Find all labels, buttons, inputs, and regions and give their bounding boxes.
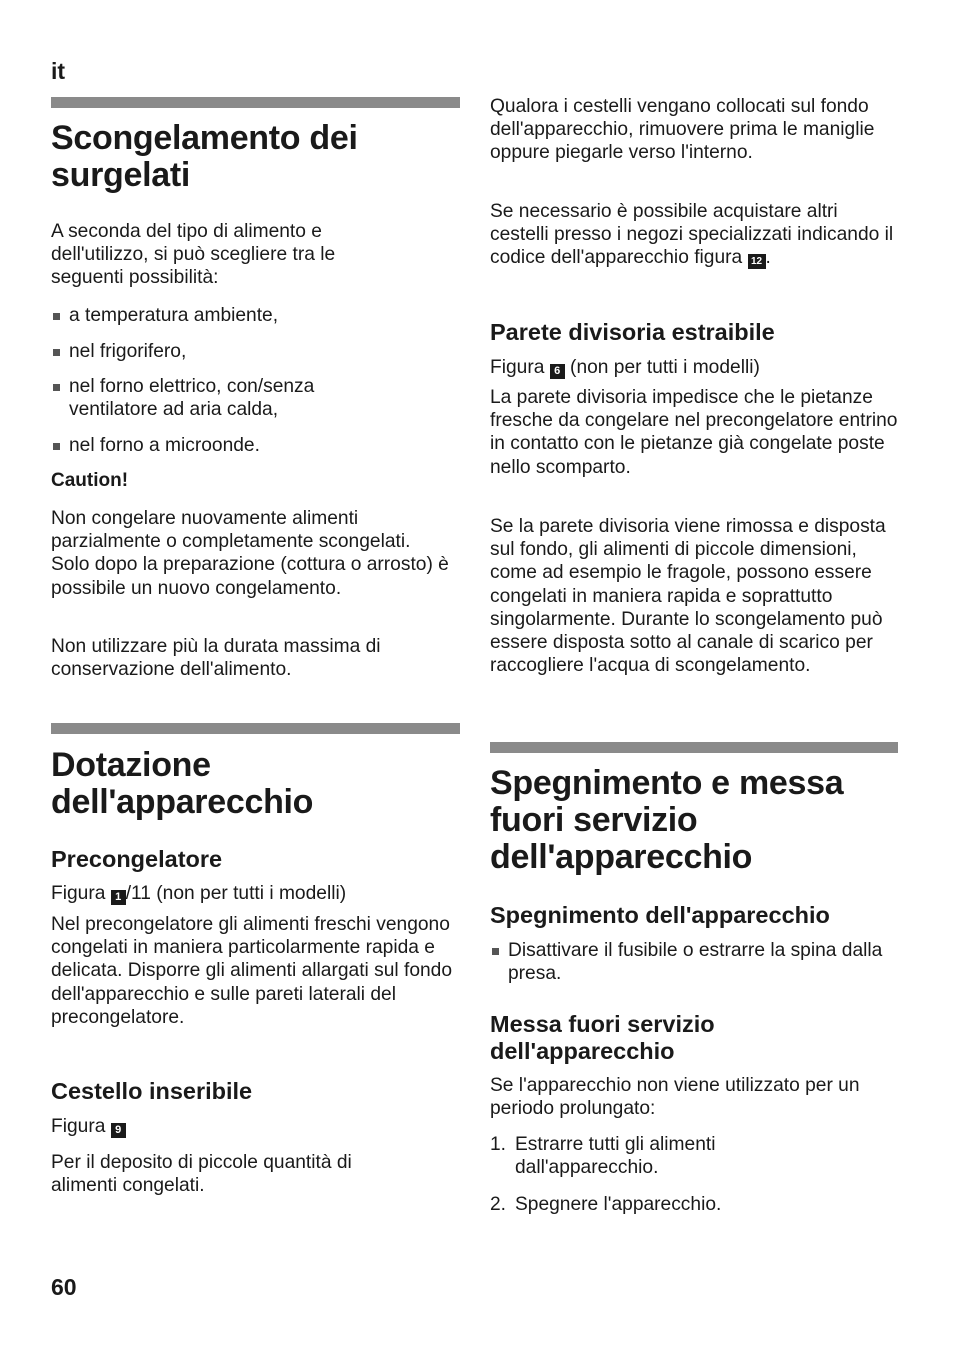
caution-paragraph: Non congelare nuovamente alimenti parzialmente o completamente scongelati. Solo dopo la preparazione (cottura o arrosto) è possibile un nuovo congelamento. — [51, 508, 449, 599]
list-item: nel frigorifero, — [51, 340, 459, 363]
section-title-dotazione: Dotazione dell'apparecchio — [51, 746, 314, 821]
page-number: 60 — [51, 1274, 77, 1300]
cestelli-paragraph: Qualora i cestelli vengano collocati sul fondo dell'apparecchio, rimuovere prima le maniglie oppure piegarle verso l'interno. — [490, 96, 875, 164]
subheading-spegnimento: Spegnimento dell'apparecchio — [490, 902, 830, 928]
figure-reference: Figura 6 (non per tutti i modelli) — [490, 357, 760, 378]
cestello-paragraph: Per il deposito di piccole quantità di alimenti congelati. — [51, 1152, 352, 1197]
figure-number-box: 12 — [748, 254, 766, 269]
parete-paragraph-1: La parete divisoria impedisce che le pietanze fresche da congelare nel precongelatore entrino in contatto con le pietanze già congelate poste nello scomparto. — [490, 387, 898, 478]
figure-reference: Figura 1 /11 (non per tutti i modelli) — [51, 883, 347, 904]
figure-number-box: 1 — [111, 890, 126, 905]
caution-label: Caution! — [51, 470, 129, 491]
section-title-scongelamento: Scongelamento dei surgelati — [51, 119, 358, 194]
note-paragraph: Non utilizzare più la durata massima di conservazione dell'alimento. — [51, 636, 381, 681]
subheading-messa-fuori-servizio: Messa fuori servizio dell'apparecchio — [490, 1011, 715, 1064]
acquisto-paragraph: Se necessario è possibile acquistare altri cestelli presso i negozi specializzati indicando il codice dell'apparecchio figura 12 . — [490, 201, 894, 269]
intro-paragraph: Se l'apparecchio non viene utilizzato per un periodo prolungato: — [490, 1075, 860, 1120]
section-divider — [51, 723, 460, 734]
subheading-cestello: Cestello inseribile — [51, 1078, 253, 1104]
list-item: nel forno elettrico, con/senza ventilatore ad aria calda, — [51, 375, 389, 421]
list-item: a temperatura ambiente, — [51, 304, 459, 327]
section-divider — [490, 742, 898, 753]
precongelatore-paragraph: Nel precongelatore gli alimenti freschi vengono congelati in maniera particolarmente rapida e delicata. Disporre gli alimenti allargati sul fondo dell'apparecchio e sulle pareti laterali del precongelatore. — [51, 914, 453, 1028]
subheading-parete: Parete divisoria estraibile — [490, 319, 775, 345]
list-item: Disattivare il fusibile o estrarre la spina dalla presa. — [490, 939, 903, 985]
figure-number-box: 9 — [111, 1123, 126, 1138]
parete-paragraph-2: Se la parete divisoria viene rimossa e disposta sul fondo, gli alimenti di piccole dimensioni, come ad esempio le fragole, possono essere congelati in maniera rapida e soprattutto singolarmente. Durante lo scongelamento può essere disposta sotto al canale di scarico per raccogliere l'acqua di scongelamento. — [490, 516, 886, 677]
section-divider — [51, 97, 460, 108]
section-title-spegnimento: Spegnimento e messa fuori servizio dell'apparecchio — [490, 764, 844, 876]
list-item: nel forno a microonde. — [51, 434, 459, 457]
list-item: 1. Estrarre tutti gli alimenti dall'apparecchio. — [490, 1134, 716, 1179]
list-item: 2. Spegnere l'apparecchio. — [490, 1194, 722, 1215]
language-label: it — [51, 58, 66, 84]
subheading-precongelatore: Precongelatore — [51, 846, 223, 872]
figure-reference: Figura 9 — [51, 1115, 461, 1138]
intro-paragraph: A seconda del tipo di alimento e dell'utilizzo, si può scegliere tra le seguenti possibilità: — [51, 221, 336, 289]
figure-number-box: 6 — [550, 364, 565, 379]
